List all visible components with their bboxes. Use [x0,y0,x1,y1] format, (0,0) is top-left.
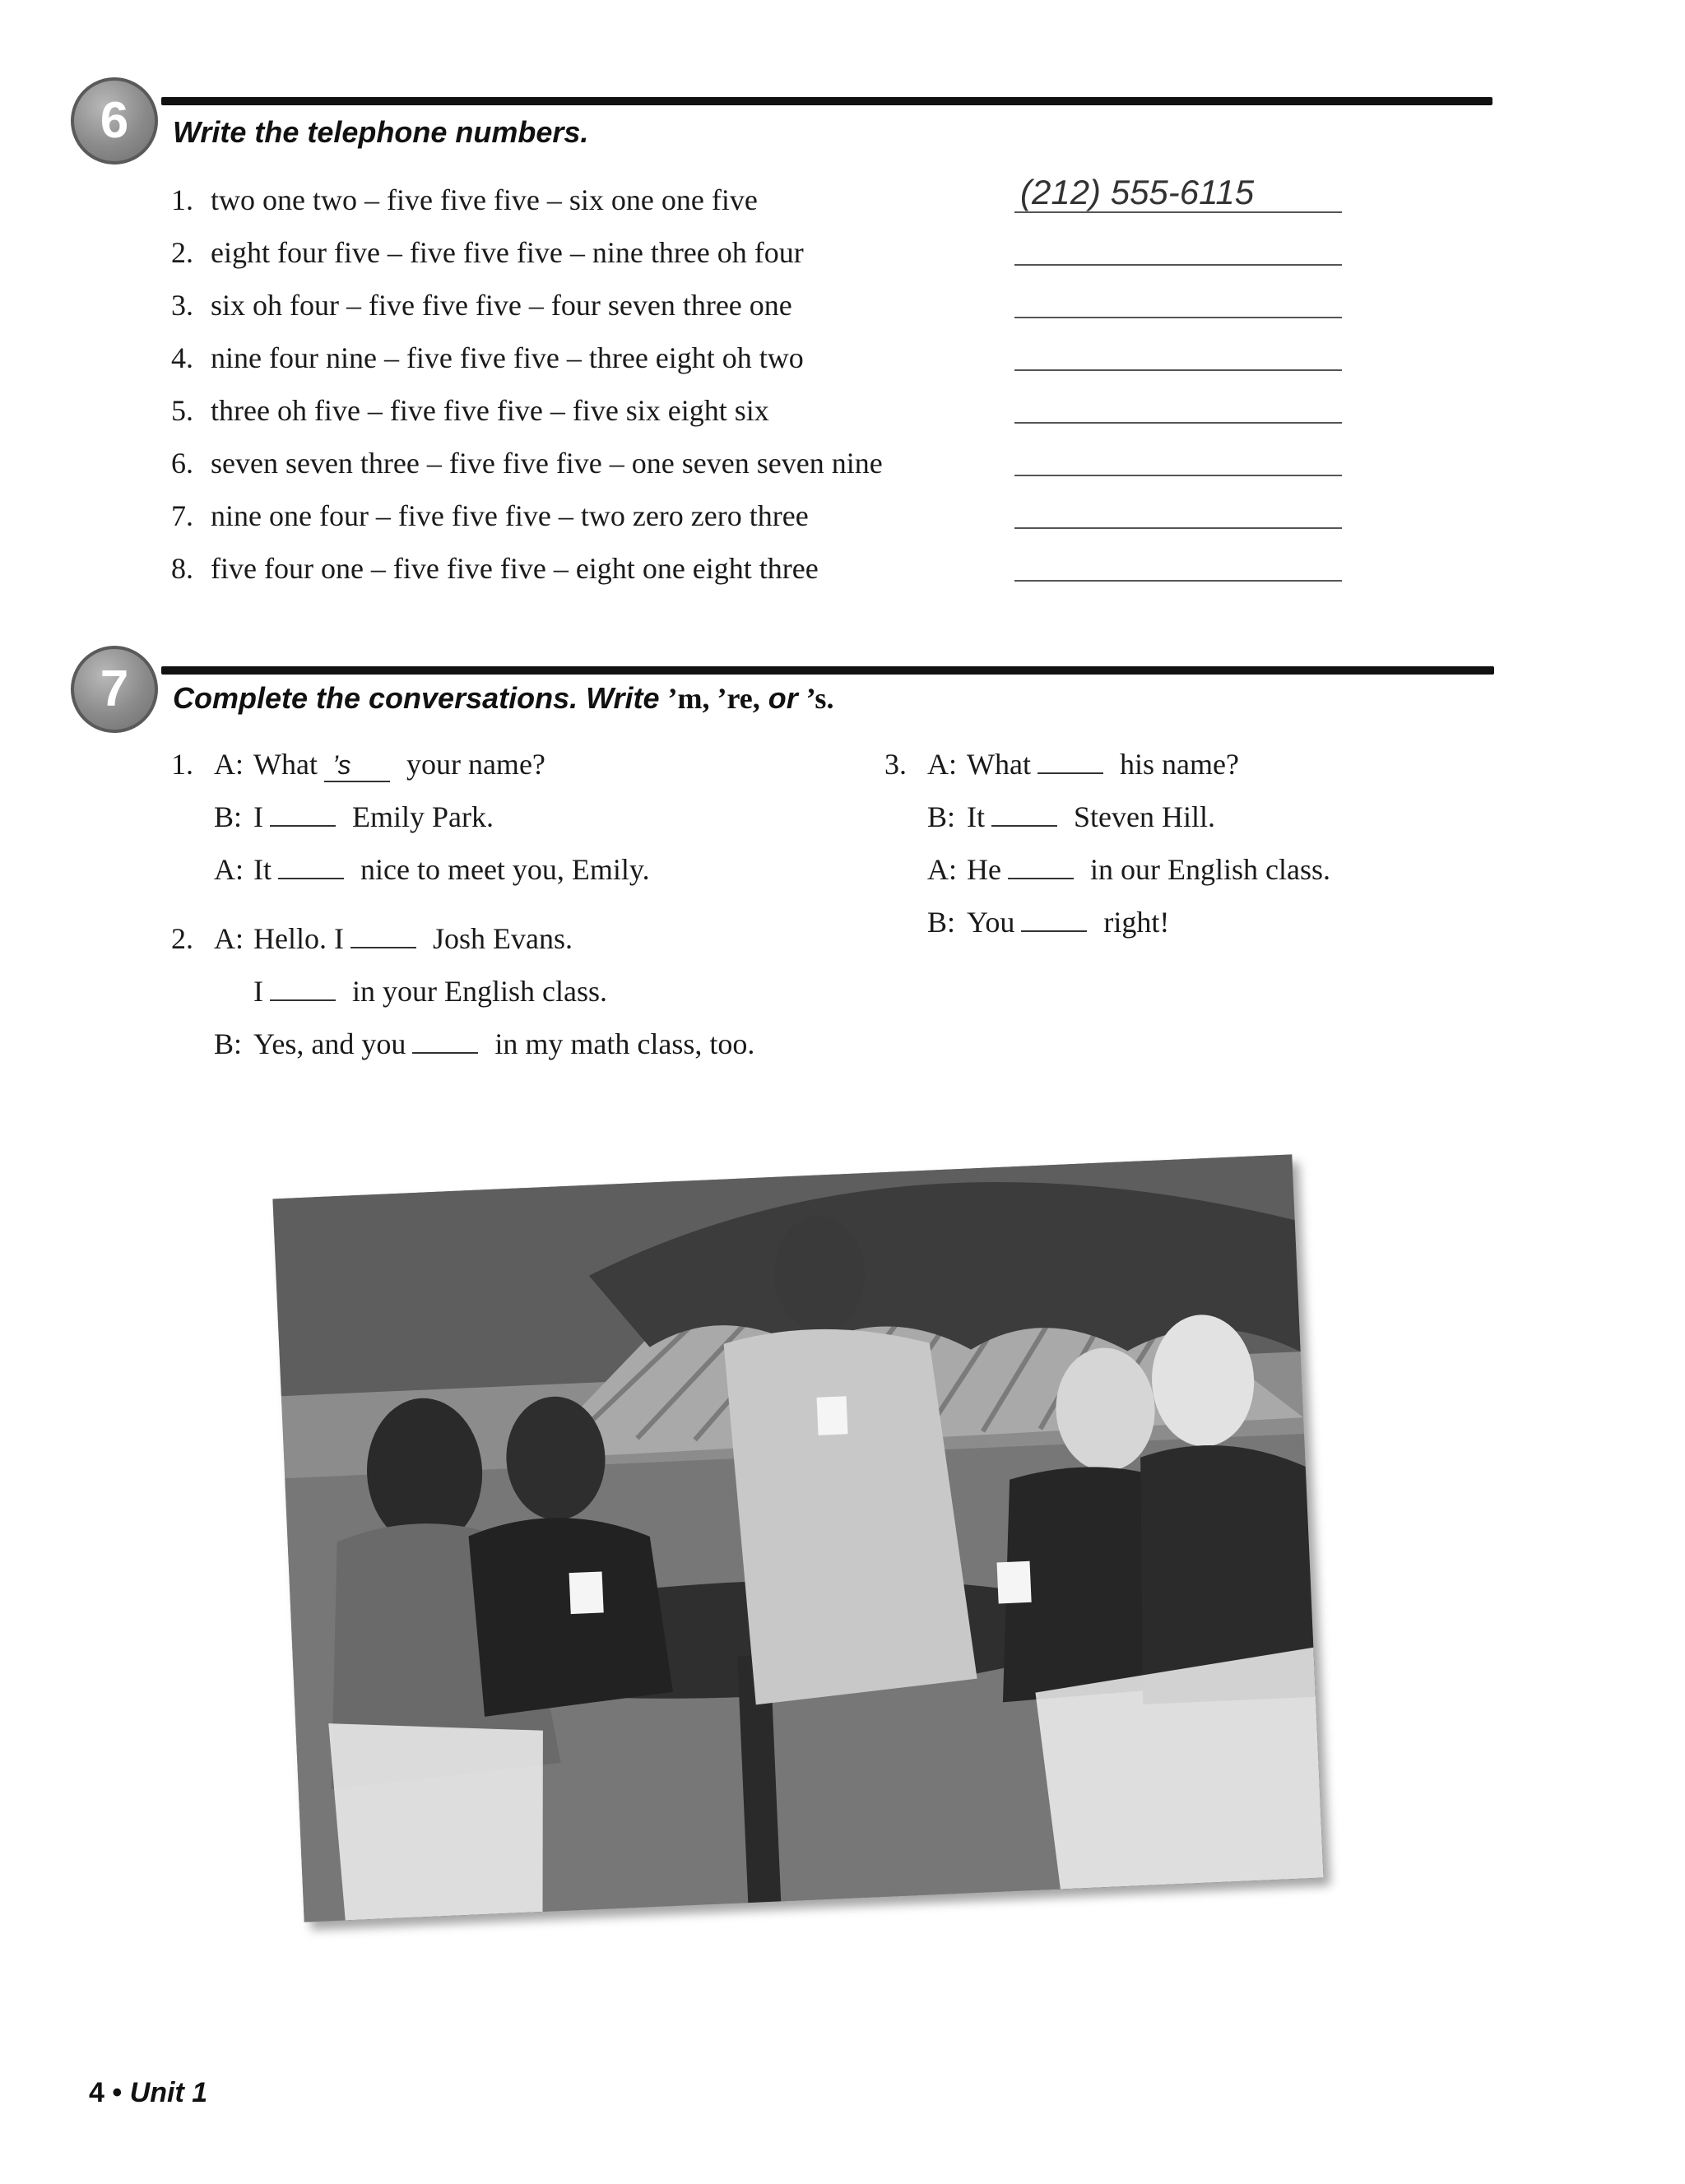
line-text: Josh Evans. [432,922,573,955]
line-text: Steven Hill. [1074,800,1215,833]
answer-blank[interactable] [1037,749,1103,774]
line-text: right! [1103,906,1170,939]
conversation-1-line-1 [171,747,545,782]
footer-bullet: • [112,2077,123,2108]
list-item [171,446,883,480]
conversation-3-line-2 [927,800,1215,834]
line-text: I [253,800,263,833]
line-text: He [967,853,1001,886]
item-text: three oh five – five five five – five six eight six [211,394,769,427]
example-fill: ’s [324,750,390,782]
conversation-3-line-3 [927,852,1330,887]
answer-blank[interactable] [270,802,336,827]
page-footer [89,2077,207,2109]
speaker: B: [214,1027,243,1060]
conversation-2-line-3 [214,1027,754,1061]
line-text: Yes, and you [253,1027,406,1060]
speaker: A: [927,853,957,886]
list-item [171,498,809,533]
item-text: five four one – five five five – eight one eight three [211,552,819,585]
line-text: It [967,800,985,833]
answer-blank[interactable] [1021,907,1087,932]
speaker: A: [927,748,957,781]
conversation-1-line-3 [214,852,650,887]
line-text: It [253,853,272,886]
conversation-number: 1. [171,748,193,781]
answer-line-2[interactable] [1014,264,1342,266]
item-number: 6. [171,447,193,480]
exercise-7-instruction [173,681,833,716]
instruction-marker-s: ’s. [805,682,834,715]
line-text: in your English class. [352,975,607,1008]
speaker: A: [214,748,244,781]
line-text: nice to meet you, Emily. [360,853,650,886]
speaker: A: [214,922,244,955]
instruction-text: Complete the conversations. Write [173,681,668,715]
speaker: B: [927,800,956,833]
line-text: in our English class. [1089,853,1330,886]
example-answer: (212) 555-6115 [1020,173,1255,211]
item-text: seven seven three – five five five – one seven seven nine [211,447,883,480]
item-text: eight four five – five five five – nine three oh four [211,236,804,269]
conversation-number: 3. [884,748,907,781]
unit-label: Unit 1 [129,2077,208,2108]
item-number: 3. [171,289,193,322]
answer-line-5[interactable] [1014,422,1342,424]
line-text: his name? [1119,748,1239,781]
speaker: B: [214,800,243,833]
answer-blank[interactable] [991,802,1057,827]
item-number: 8. [171,552,193,585]
item-text: six oh four – five five five – four seven three one [211,289,792,322]
item-number: 2. [171,236,193,269]
answer-line-1[interactable] [1014,211,1342,213]
line-text: You [967,906,1015,939]
students-cafe-photo [272,1154,1323,1922]
conversation-number: 2. [171,922,193,955]
line-text: in my math class, too. [494,1027,755,1060]
conversation-3-line-1 [884,747,1239,781]
item-number: 5. [171,394,193,427]
line-text: Emily Park. [352,800,494,833]
answer-line-8[interactable] [1014,580,1342,582]
speaker: A: [214,853,244,886]
item-number: 4. [171,341,193,374]
answer-line-3[interactable] [1014,317,1342,318]
answer-line-6[interactable] [1014,475,1342,476]
line-text: Hello. I [253,922,344,955]
line-text: What [253,748,318,781]
exercise-7-badge: 7 [71,646,158,733]
speaker: B: [927,906,956,939]
exercise-6-rule [161,97,1492,105]
exercise-7-rule [161,666,1494,675]
list-item [171,393,769,428]
answer-blank[interactable] [1008,855,1074,879]
exercise-6-instruction: Write the telephone numbers. [173,115,589,149]
photo-illustration [272,1154,1323,1922]
answer-blank[interactable] [270,976,336,1001]
list-item [171,551,819,586]
conversation-3-line-4 [927,905,1169,939]
answer-blank[interactable] [412,1029,478,1054]
item-text: nine one four – five five five – two zero zero three [211,499,809,532]
list-item [171,288,792,322]
item-text: nine four nine – five five five – three eight oh two [211,341,804,374]
answer-blank[interactable] [278,855,344,879]
answer-line-4[interactable] [1014,369,1342,371]
line-text: What [967,748,1031,781]
answer-blank[interactable] [350,924,416,948]
conversation-1-line-2 [214,800,494,834]
list-item [171,235,804,270]
item-number: 1. [171,183,193,216]
answer-line-7[interactable] [1014,527,1342,529]
line-text: your name? [406,748,545,781]
item-text: two one two – five five five – six one one five [211,183,758,216]
page-number: 4 [89,2077,104,2108]
conversation-2-line-2 [253,974,607,1009]
exercise-6-badge: 6 [71,77,158,165]
instruction-or: or [759,681,806,715]
instruction-markers: ’m, ’re, [667,682,760,715]
conversation-2-line-1 [171,921,573,956]
item-number: 7. [171,499,193,532]
line-text: I [253,975,263,1008]
list-item [171,183,758,217]
list-item [171,341,804,375]
